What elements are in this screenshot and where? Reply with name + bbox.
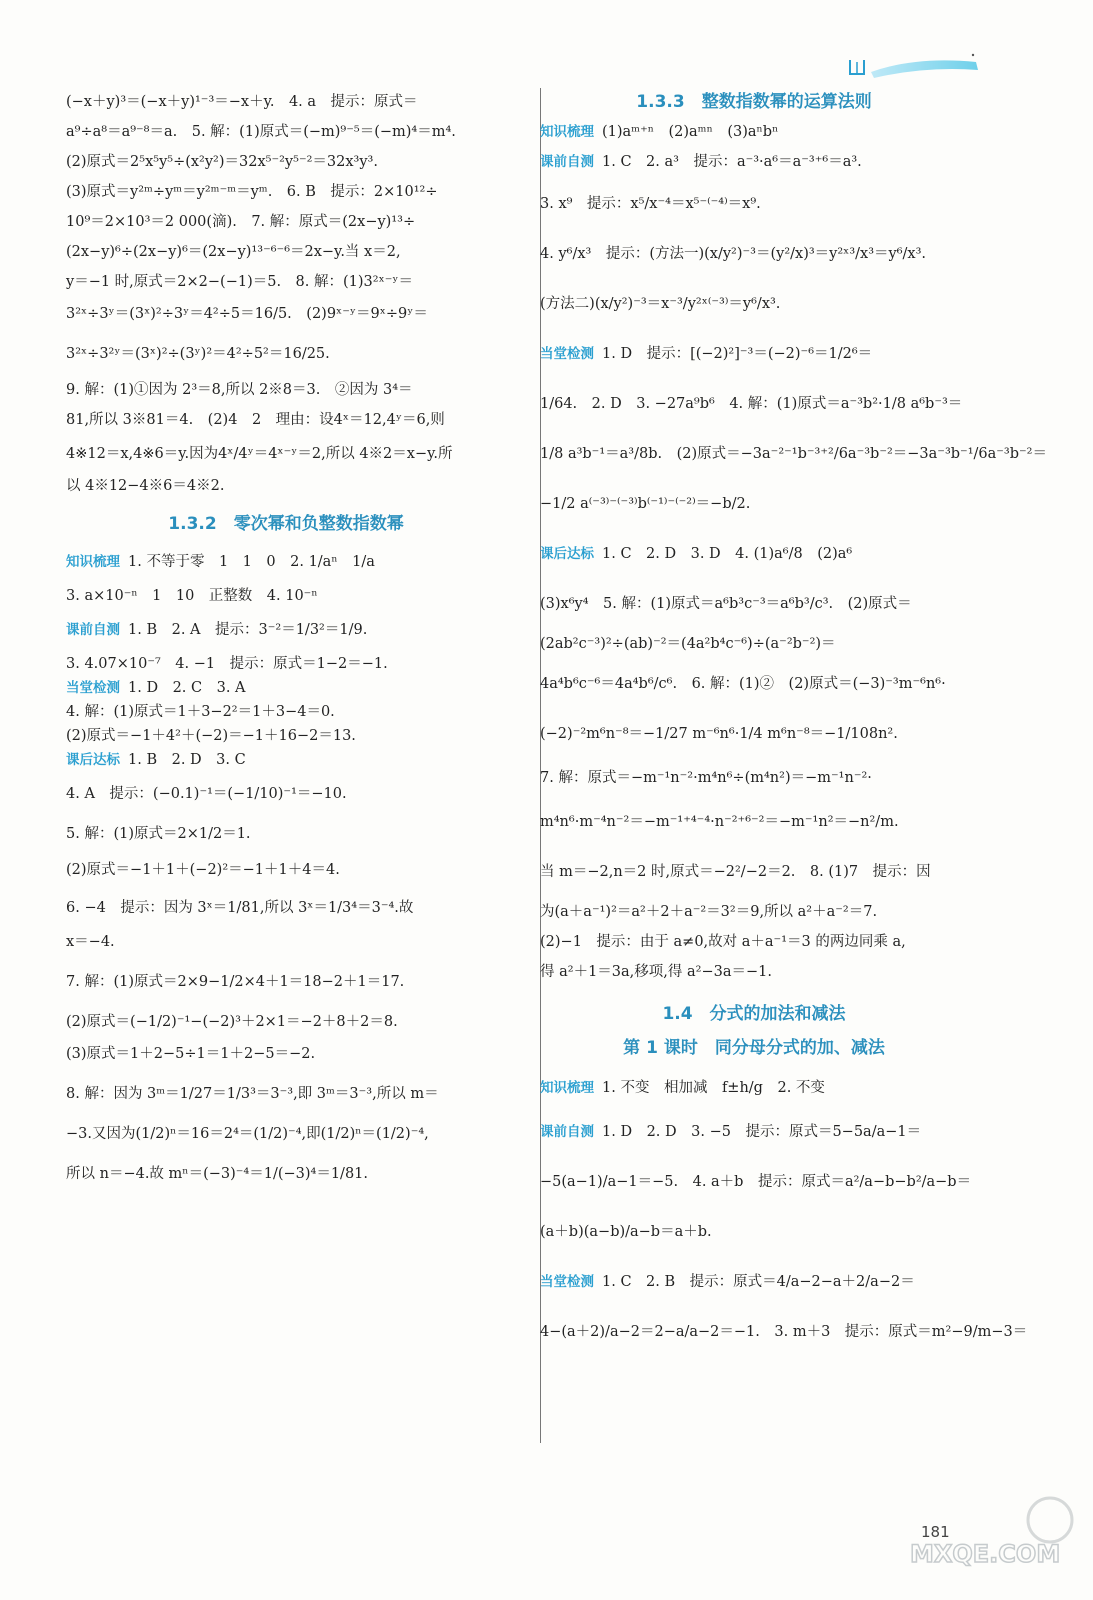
watermark-logo [900,1490,1080,1590]
answer-text: 3²ˣ÷3²ʸ＝(3ˣ)²÷(3ʸ)²＝4²÷5²＝16/25. [66,346,330,362]
answer-line [66,380,506,400]
answer-line [540,1122,968,1142]
answer-text: 1. D 2. D 3. −5 提示：原式＝5−5a/a−1＝ [602,1124,922,1140]
answer-text: 1. 不等于零 1 1 0 2. 1/aⁿ 1/a [128,554,375,570]
answer-text: 9. 解：(1)①因为 2³＝8,所以 2※8＝3. ②因为 3⁴＝ [66,382,413,398]
answer-line [66,444,506,464]
answer-line [66,898,506,918]
answer-line [66,476,506,496]
section-tag: 知识梳理 [540,1080,594,1096]
answer-line [540,932,968,952]
section-heading: 1.3.3 整数指数幂的运算法则 [636,92,872,112]
answer-text: (2ab²c⁻³)²÷(ab)⁻²＝(4a²b⁴c⁻⁶)÷(a⁻²b⁻²)＝ [540,636,836,652]
answer-text: 81,所以 3※81＝4. (2)4 2 理由：设4ˣ＝12,4ʸ＝6,则 [66,412,445,428]
answer-text: (1)aᵐ⁺ⁿ (2)aᵐⁿ (3)aⁿbⁿ [602,124,779,140]
answer-line [540,1272,968,1292]
book-icon [846,52,981,80]
answer-line [66,586,506,606]
answer-line [540,902,968,922]
answer-text: x＝−4. [66,934,115,950]
answer-text: 1/8 a³b⁻¹＝a³/8b. (2)原式＝−3a⁻²⁻¹b⁻³⁺²/6a⁻³b⁻²＝−3a⁻³b⁻¹/6a⁻³b⁻²＝ [540,446,1047,462]
answer-text: m⁴n⁶·m⁻⁴n⁻²＝−m⁻¹⁺⁴⁻⁴·n⁻²⁺⁶⁻²＝−m⁻¹n²＝−n²/m. [540,814,899,830]
answer-line [540,812,968,832]
answer-line [66,410,506,430]
answer-text: −3.又因为(1/2)ⁿ＝16＝2⁴＝(1/2)⁻⁴,即(1/2)ⁿ＝(1/2)⁻⁴, [66,1126,429,1142]
answer-line [540,1222,968,1242]
answer-line [540,344,968,364]
section-tag: 当堂检测 [540,346,594,362]
answer-text: (2x−y)⁶÷(2x−y)⁶＝(2x−y)¹³⁻⁶⁻⁶＝2x−y.当 x＝2, [66,244,401,260]
section-tag: 当堂检测 [540,1274,594,1290]
answer-text: 得 a²＋1＝3a,移项,得 a²−3a＝−1. [540,964,772,980]
answer-text: (3)x⁶y⁴ 5. 解：(1)原式＝a⁶b³c⁻³＝a⁶b³/c³. (2)原式＝ [540,596,912,612]
page-number: 181 [921,1523,950,1541]
answer-line [540,1078,968,1098]
answer-line [540,294,968,314]
section-heading: 第 1 课时 同分母分式的加、减法 [623,1038,885,1058]
answer-text: (方法二)(x/y²)⁻³＝x⁻³/y²ˣ⁽⁻³⁾＝y⁶/x³. [540,296,781,312]
answer-text: 1/64. 2. D 3. −27a⁹b⁶ 4. 解：(1)原式＝a⁻³b²·1/8 a⁶b⁻³＝ [540,396,963,412]
answer-line [540,152,968,172]
answer-text: 4. y⁶/x³ 提示：(方法一)(x/y²)⁻³＝(y²/x)³＝y²ˣ³/x³＝y⁶/x³. [540,246,927,262]
answer-text: 10⁹＝2×10³＝2 000(滴). 7. 解：原式＝(2x−y)¹³÷ [66,214,416,230]
answer-text: 当 m＝−2,n＝2 时,原式＝−2²/−2＝2. 8. (1)7 提示：因 [540,864,931,880]
answer-line [66,152,506,172]
answer-line [540,862,968,882]
answer-text: (−2)⁻²m⁶n⁻⁸＝−1/27 m⁻⁶n⁶·1/4 m⁶n⁻⁸＝−1/108n². [540,726,898,742]
answer-text: (a＋b)(a−b)/a−b＝a＋b. [540,1224,712,1240]
section-heading: 1.3.2 零次幂和负整数指数幂 [168,514,404,534]
answer-line [540,594,968,614]
answer-line [66,182,506,202]
answer-line [540,444,1047,464]
answer-text: 4a⁴b⁶c⁻⁶＝4a⁴b⁶/c⁶. 6. 解：(1)② (2)原式＝(−3)⁻³m⁻⁶n⁶· [540,676,946,692]
answer-text: 7. 解：原式＝−m⁻¹n⁻²·m⁴n⁶÷(m⁴n²)＝−m⁻¹n⁻²· [540,770,872,786]
section-tag: 课前自测 [540,1124,594,1140]
answer-text: 1. C 2. a³ 提示：a⁻³·a⁶＝a⁻³⁺⁶＝a³. [602,154,862,170]
answer-text: 5. 解：(1)原式＝2×1/2＝1. [66,826,251,842]
answer-text: (3)原式＝y²ᵐ÷yᵐ＝y²ᵐ⁻ᵐ＝yᵐ. 6. B 提示：2×10¹²÷ [66,184,438,200]
svg-text:MXQE.COM: MXQE.COM [910,1540,1061,1568]
answer-line [66,1124,506,1144]
answer-line [540,724,968,744]
answer-line [66,726,506,746]
answer-text: 4. A 提示：(−0.1)⁻¹＝(−1/10)⁻¹＝−10. [66,786,347,802]
answer-line [66,212,506,232]
answer-text: 4−(a＋2)/a−2＝2−a/a−2＝−1. 3. m＋3 提示：原式＝m²−9/m−3＝ [540,1324,1028,1340]
answer-line [540,544,968,564]
answer-text: 1. 不变 相加减 f±h/g 2. 不变 [602,1080,825,1096]
answer-line [66,92,506,112]
answer-line [540,962,968,982]
answer-text: −5(a−1)/a−1＝−5. 4. a＋b 提示：原式＝a²/a−b−b²/a−b＝ [540,1174,972,1190]
answer-line [66,272,506,292]
section-tag: 课前自测 [66,622,120,638]
answer-line [66,860,506,880]
answer-text: 8. 解：因为 3ᵐ＝1/27＝1/3³＝3⁻³,即 3ᵐ＝3⁻³,所以 m＝ [66,1086,439,1102]
answer-line [66,1044,506,1064]
answer-text: 3²ˣ÷3ʸ＝(3ˣ)²÷3ʸ＝4²÷5＝16/5. (2)9ˣ⁻ʸ＝9ˣ÷9ʸ＝ [66,306,428,322]
answer-text: a⁹÷a⁸＝a⁹⁻⁸＝a. 5. 解：(1)原式＝(−m)⁹⁻⁵＝(−m)⁴＝m⁴. [66,124,456,140]
answer-text: y＝−1 时,原式＝2×2−(−1)＝5. 8. 解：(1)3²ˣ⁻ʸ＝ [66,274,414,290]
answer-text: (3)原式＝1＋2−5÷1＝1＋2−5＝−2. [66,1046,316,1062]
section-tag: 课前自测 [540,154,594,170]
answer-line [66,242,506,262]
answer-line [66,620,506,640]
answer-line [66,678,506,698]
answer-line [540,244,968,264]
answer-text: 3. 4.07×10⁻⁷ 4. −1 提示：原式＝1−2＝−1. [66,656,388,672]
answer-line [540,494,968,514]
section-tag: 课后达标 [540,546,594,562]
answer-text: 以 4※12−4※6＝4※2. [66,478,225,494]
answer-text: 1. D 提示：[(−2)²]⁻³＝(−2)⁻⁶＝1/2⁶＝ [602,346,873,362]
answer-line [66,1084,506,1104]
answer-text: −1/2 a⁽⁻³⁾⁻⁽⁻³⁾b⁽⁻¹⁾⁻⁽⁻²⁾＝−b/2. [540,496,751,512]
answer-text: 6. −4 提示：因为 3ˣ＝1/81,所以 3ˣ＝1/3⁴＝3⁻⁴.故 [66,900,414,916]
answer-line [66,304,506,324]
section-tag: 当堂检测 [66,680,120,696]
answer-line [540,194,968,214]
right-column [540,92,1047,1342]
left-column [66,92,506,1184]
section-tag: 知识梳理 [66,554,120,570]
answer-text: (2)原式＝−1＋4²＋(−2)＝−1＋16−2＝13. [66,728,356,744]
answer-text: 3. a×10⁻ⁿ 1 10 正整数 4. 10⁻ⁿ [66,588,318,604]
answer-line [540,634,968,654]
answer-text: 3. x⁹ 提示：x⁵/x⁻⁴＝x⁵⁻⁽⁻⁴⁾＝x⁹. [540,196,761,212]
section-heading: 1.4 分式的加法和减法 [662,1004,846,1024]
answer-line [66,932,506,952]
answer-text: 1. B 2. A 提示：3⁻²＝1/3²＝1/9. [128,622,368,638]
answer-text: 4※12＝x,4※6＝y.因为4ˣ/4ʸ＝4ˣ⁻ʸ＝2,所以 4※2＝x−y.所 [66,446,453,462]
answer-line [66,1012,506,1032]
answer-text: (−x＋y)³＝(−x＋y)¹⁻³＝−x＋y. 4. a 提示：原式＝ [66,94,418,110]
answer-text: 7. 解：(1)原式＝2×9−1/2×4＋1＝18−2＋1＝17. [66,974,405,990]
answer-line [66,784,506,804]
answer-line [66,654,506,674]
answer-line [66,344,506,364]
answer-line [66,750,506,770]
answer-text: (2)−1 提示：由于 a≠0,故对 a＋a⁻¹＝3 的两边同乘 a, [540,934,906,950]
section-tag: 课后达标 [66,752,120,768]
answer-line [66,1164,506,1184]
answer-line [66,122,506,142]
answer-line [66,824,506,844]
answer-line [540,394,968,414]
answer-text: 1. B 2. D 3. C [128,752,246,768]
answer-line [540,1322,1028,1342]
answer-text: (2)原式＝2⁵x⁵y⁵÷(x²y²)＝32x⁵⁻²y⁵⁻²＝32x³y³. [66,154,378,170]
answer-line [540,1172,972,1192]
answer-line [66,552,506,572]
answer-text: 1. C 2. D 3. D 4. (1)a⁶/8 (2)a⁶ [602,546,853,562]
answer-text: 所以 n＝−4.故 mⁿ＝(−3)⁻⁴＝1/(−3)⁴＝1/81. [66,1166,369,1182]
answer-text: 4. 解：(1)原式＝1＋3−2²＝1＋3−4＝0. [66,704,335,720]
answer-text: 1. C 2. B 提示：原式＝4/a−2−a＋2/a−2＝ [602,1274,915,1290]
answer-text: 1. D 2. C 3. A [128,680,246,696]
answer-text: (2)原式＝−1＋1＋(−2)²＝−1＋1＋4＝4. [66,862,340,878]
answer-line [66,702,506,722]
answer-line [540,674,968,694]
answer-line [540,768,968,788]
answer-text: 为(a＋a⁻¹)²＝a²＋2＋a⁻²＝3²＝9,所以 a²＋a⁻²＝7. [540,904,878,920]
answer-line [540,122,968,142]
answer-text: (2)原式＝(−1/2)⁻¹−(−2)³＋2×1＝−2＋8＋2＝8. [66,1014,398,1030]
answer-line [66,972,506,992]
section-tag: 知识梳理 [540,124,594,140]
